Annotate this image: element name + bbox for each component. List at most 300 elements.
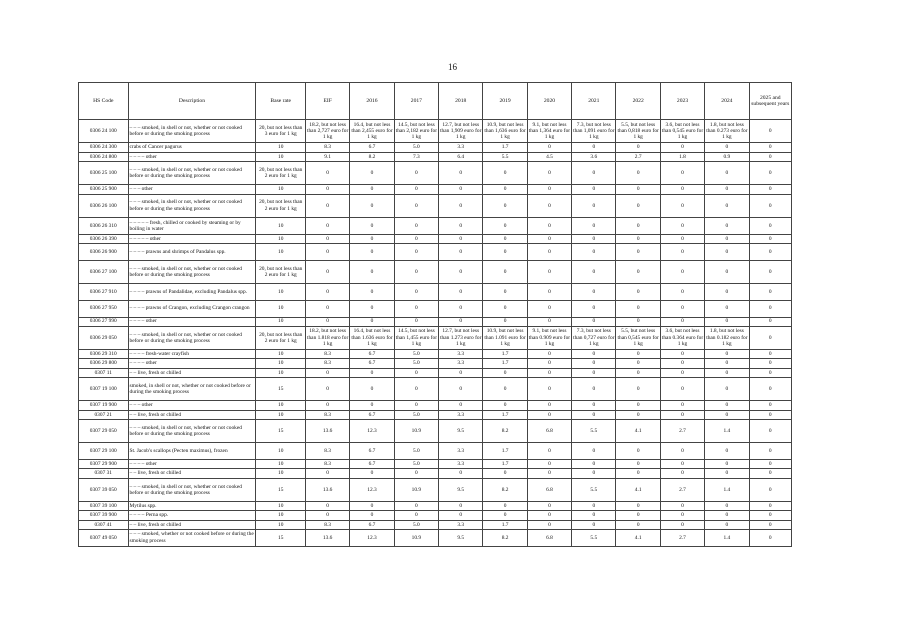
- rate-cell: 8.2: [483, 478, 527, 501]
- rate-cell: 0: [660, 469, 704, 478]
- rate-cell: 0: [350, 502, 394, 511]
- rate-cell: 0: [527, 359, 571, 368]
- rate-cell: 0: [616, 511, 660, 520]
- description-cell: – – – other: [128, 401, 256, 410]
- hs-code-cell: 0307 39 050: [79, 478, 129, 501]
- base-rate-cell: 10: [256, 502, 306, 511]
- rate-cell: 0: [527, 185, 571, 194]
- rate-cell: 0: [572, 300, 616, 317]
- description-cell: St. Jacob's scallops (Pecten maximus), frozen: [128, 443, 256, 460]
- rate-cell: 0: [439, 511, 483, 520]
- rate-cell: 0: [527, 260, 571, 283]
- rate-cell: 0: [350, 300, 394, 317]
- rate-cell: 0: [527, 401, 571, 410]
- rate-cell: 0: [705, 502, 749, 511]
- rate-cell: 0: [616, 520, 660, 529]
- base-rate-cell: 15: [256, 530, 306, 547]
- rate-cell: 0: [660, 368, 704, 377]
- rate-cell: 0: [705, 511, 749, 520]
- hs-code-cell: 0306 26 900: [79, 244, 129, 261]
- rate-cell: 4.1: [616, 478, 660, 501]
- description-cell: – – live, fresh or chilled: [128, 368, 256, 377]
- rate-cell: 0: [483, 284, 527, 301]
- rate-cell: 0: [660, 401, 704, 410]
- rate-cell: 6.7: [350, 410, 394, 419]
- rate-cell: 0: [616, 185, 660, 194]
- hs-code-cell: 0307 19 900: [79, 401, 129, 410]
- rate-cell: 0: [527, 368, 571, 377]
- rate-cell: 0: [483, 218, 527, 235]
- hs-code-cell: 0306 24 300: [79, 143, 129, 152]
- rate-cell: 13.6: [305, 478, 349, 501]
- rate-cell: 0: [572, 368, 616, 377]
- rate-cell: 0: [527, 194, 571, 217]
- rate-cell: 0: [749, 469, 791, 478]
- rate-cell: 0: [572, 244, 616, 261]
- rate-cell: 0: [616, 300, 660, 317]
- rate-cell: 1.8, but not less than 0.182 euro for 1 kg: [705, 326, 749, 349]
- rate-cell: 0: [705, 218, 749, 235]
- description-cell: – – – other: [128, 185, 256, 194]
- table-row: [79, 420, 792, 443]
- rate-cell: 0: [527, 460, 571, 469]
- rate-cell: 0: [350, 185, 394, 194]
- rate-cell: 0: [660, 300, 704, 317]
- rate-cell: 0: [572, 260, 616, 283]
- rate-cell: 9.1, but not less than 0.909 euro for 1 kg: [527, 326, 571, 349]
- rate-cell: 4.5: [527, 152, 571, 161]
- table-row: [79, 378, 792, 401]
- rate-cell: 1.4: [705, 478, 749, 501]
- column-header: 2019: [483, 83, 527, 120]
- description-cell: – – – smoked, in shell or not, whether or not cooked before or during the smoking process: [128, 326, 256, 349]
- rate-cell: 0: [660, 234, 704, 243]
- rate-cell: 10.9: [394, 530, 438, 547]
- table-row: [79, 368, 792, 377]
- rate-cell: 12.3: [350, 478, 394, 501]
- table-row: [79, 401, 792, 410]
- rate-cell: 0: [705, 234, 749, 243]
- rate-cell: 3.3: [439, 520, 483, 529]
- rate-cell: 5.0: [394, 520, 438, 529]
- rate-cell: 1.7: [483, 410, 527, 419]
- rate-cell: 0: [350, 401, 394, 410]
- rate-cell: 0: [572, 401, 616, 410]
- rate-cell: 0: [572, 194, 616, 217]
- description-cell: smoked, in shell or not, whether or not cooked before or during the smoking process: [128, 378, 256, 401]
- rate-cell: 9.1, but not less than 1,364 euro for 1 kg: [527, 120, 571, 143]
- rate-cell: 0: [660, 218, 704, 235]
- column-header: Description: [128, 83, 256, 120]
- hs-code-cell: 0307 39 900: [79, 511, 129, 520]
- rate-cell: 0: [749, 194, 791, 217]
- rate-cell: 0: [439, 368, 483, 377]
- rate-cell: 8.3: [305, 359, 349, 368]
- rate-cell: 0: [305, 378, 349, 401]
- rate-cell: 0: [394, 511, 438, 520]
- rate-cell: 0: [483, 234, 527, 243]
- rate-cell: 0: [350, 218, 394, 235]
- table-header-row: [79, 83, 792, 120]
- rate-cell: 0: [394, 401, 438, 410]
- hs-code-cell: 0306 26 100: [79, 194, 129, 217]
- rate-cell: 0: [616, 460, 660, 469]
- base-rate-cell: 20, but not less than 2 euro for 1 kg: [256, 194, 306, 217]
- rate-cell: 0: [749, 460, 791, 469]
- rate-cell: 0: [616, 401, 660, 410]
- rate-cell: 0: [527, 234, 571, 243]
- column-header: 2022: [616, 83, 660, 120]
- rate-cell: 0: [483, 244, 527, 261]
- rate-cell: 0: [616, 502, 660, 511]
- rate-cell: 0: [749, 326, 791, 349]
- rate-cell: 0: [394, 378, 438, 401]
- hs-code-cell: 0306 29 050: [79, 326, 129, 349]
- rate-cell: 0: [394, 185, 438, 194]
- column-header: 2024: [705, 83, 749, 120]
- rate-cell: 4.1: [616, 420, 660, 443]
- rate-cell: 0: [439, 469, 483, 478]
- rate-cell: 0: [616, 218, 660, 235]
- column-header: 2021: [572, 83, 616, 120]
- rate-cell: 12.3: [350, 420, 394, 443]
- rate-cell: 0: [527, 284, 571, 301]
- rate-cell: 0: [305, 234, 349, 243]
- hs-code-cell: 0307 41: [79, 520, 129, 529]
- rate-cell: 0: [616, 194, 660, 217]
- rate-cell: 1.4: [705, 530, 749, 547]
- rate-cell: 0: [660, 194, 704, 217]
- base-rate-cell: 20, but not less than 2 euro for 1 kg: [256, 161, 306, 184]
- rate-cell: 0: [705, 368, 749, 377]
- table-row: [79, 478, 792, 501]
- rate-cell: 0: [527, 443, 571, 460]
- description-cell: – – – – – other: [128, 234, 256, 243]
- rate-cell: 0: [394, 244, 438, 261]
- rate-cell: 0: [749, 244, 791, 261]
- rate-cell: 0: [527, 469, 571, 478]
- rate-cell: 0: [705, 284, 749, 301]
- rate-cell: 0: [572, 359, 616, 368]
- base-rate-cell: 10: [256, 218, 306, 235]
- hs-code-cell: 0306 26 310: [79, 218, 129, 235]
- table-row: [79, 520, 792, 529]
- rate-cell: 0: [350, 317, 394, 326]
- rate-cell: 0: [749, 410, 791, 419]
- rate-cell: 9.5: [439, 530, 483, 547]
- table-row: [79, 511, 792, 520]
- rate-cell: 0: [527, 511, 571, 520]
- rate-cell: 0: [394, 317, 438, 326]
- base-rate-cell: 10: [256, 152, 306, 161]
- table-row: [79, 120, 792, 143]
- rate-cell: 0: [439, 234, 483, 243]
- description-cell: – – – smoked, in shell or not, whether or not cooked before or during the smoking process: [128, 420, 256, 443]
- rate-cell: 2.7: [660, 478, 704, 501]
- rate-cell: 5.0: [394, 350, 438, 359]
- description-cell: – – – smoked, in shell or not, whether or not cooked before or during the smoking process: [128, 161, 256, 184]
- rate-cell: 0: [616, 260, 660, 283]
- rate-cell: 0: [705, 443, 749, 460]
- table-row: [79, 152, 792, 161]
- rate-cell: 0: [749, 368, 791, 377]
- rate-cell: 0: [660, 520, 704, 529]
- rate-cell: 8.3: [305, 443, 349, 460]
- base-rate-cell: 10: [256, 185, 306, 194]
- rate-cell: 0: [572, 410, 616, 419]
- rate-cell: 8.3: [305, 460, 349, 469]
- description-cell: – – – – other: [128, 152, 256, 161]
- rate-cell: 0: [616, 469, 660, 478]
- hs-code-cell: 0306 24 800: [79, 152, 129, 161]
- rate-cell: 0: [305, 317, 349, 326]
- rate-cell: 1.8, but not less than 0.273 euro for 1 kg: [705, 120, 749, 143]
- rate-cell: 0: [439, 244, 483, 261]
- rate-cell: 0: [483, 260, 527, 283]
- table-row: [79, 284, 792, 301]
- description-cell: – – – smoked, in shell or not, whether or not cooked before or during the smoking process: [128, 478, 256, 501]
- rate-cell: 0: [305, 368, 349, 377]
- rate-cell: 18.2, but not less than 2,727 euro for 1 kg: [305, 120, 349, 143]
- description-cell: – – – – – fresh, chilled or cooked by steaming or by boiling in water: [128, 218, 256, 235]
- rate-cell: 0: [749, 120, 791, 143]
- rate-cell: 3.3: [439, 359, 483, 368]
- table-body: [79, 120, 792, 547]
- description-cell: – – – smoked, in shell or not, whether or not cooked before or during the smoking process: [128, 120, 256, 143]
- rate-cell: 0: [483, 378, 527, 401]
- rate-cell: 0: [439, 185, 483, 194]
- rate-cell: 0: [572, 469, 616, 478]
- rate-cell: 0: [394, 469, 438, 478]
- table-row: [79, 185, 792, 194]
- rate-cell: 0: [572, 284, 616, 301]
- rate-cell: 0: [572, 460, 616, 469]
- rate-cell: 0: [394, 234, 438, 243]
- page-number: 16: [448, 62, 457, 72]
- table-row: [79, 317, 792, 326]
- base-rate-cell: 10: [256, 143, 306, 152]
- hs-code-cell: 0306 29 310: [79, 350, 129, 359]
- rate-cell: 0: [705, 317, 749, 326]
- rate-cell: 0: [305, 185, 349, 194]
- rate-cell: 0: [394, 260, 438, 283]
- table-row: [79, 244, 792, 261]
- rate-cell: 0: [527, 244, 571, 261]
- description-cell: – – – – prawns and shrimps of Pandalus spp.: [128, 244, 256, 261]
- rate-cell: 0: [439, 378, 483, 401]
- rate-cell: 6.7: [350, 350, 394, 359]
- rate-cell: 0: [616, 143, 660, 152]
- rate-cell: 0: [394, 161, 438, 184]
- rate-cell: 9.1: [305, 152, 349, 161]
- table-row: [79, 143, 792, 152]
- rate-cell: 0: [616, 368, 660, 377]
- rate-cell: 0: [439, 317, 483, 326]
- description-cell: – – – smoked, whether or not cooked before or during the smoking process: [128, 530, 256, 547]
- rate-cell: 0: [749, 234, 791, 243]
- rate-cell: 0: [660, 185, 704, 194]
- rate-cell: 0: [660, 244, 704, 261]
- rate-cell: 0: [527, 378, 571, 401]
- rate-cell: 0: [749, 300, 791, 317]
- rate-cell: 6.8: [527, 530, 571, 547]
- rate-cell: 0: [483, 502, 527, 511]
- rate-cell: 13.6: [305, 420, 349, 443]
- table-row: [79, 460, 792, 469]
- rate-cell: 4.1: [616, 530, 660, 547]
- hs-code-cell: 0306 26 390: [79, 234, 129, 243]
- rate-cell: 5.5: [572, 478, 616, 501]
- column-header: 2023: [660, 83, 704, 120]
- rate-cell: 0.9: [705, 152, 749, 161]
- rate-cell: 0: [439, 194, 483, 217]
- rate-cell: 0: [350, 260, 394, 283]
- rate-cell: 5.5, but not less than 0,818 euro for 1 kg: [616, 120, 660, 143]
- rate-cell: 0: [483, 469, 527, 478]
- rate-cell: 0: [439, 284, 483, 301]
- base-rate-cell: 10: [256, 317, 306, 326]
- rate-cell: 0: [705, 520, 749, 529]
- rate-cell: 0: [749, 378, 791, 401]
- rate-cell: 0: [749, 218, 791, 235]
- rate-cell: 0: [527, 161, 571, 184]
- rate-cell: 18.2, but not less than 1.818 euro for 1 kg: [305, 326, 349, 349]
- rate-cell: 8.3: [305, 350, 349, 359]
- table-row: [79, 194, 792, 217]
- rate-cell: 0: [350, 234, 394, 243]
- rate-cell: 3.3: [439, 143, 483, 152]
- rate-cell: 0: [572, 350, 616, 359]
- rate-cell: 8.2: [483, 420, 527, 443]
- rate-cell: 0: [350, 194, 394, 217]
- rate-cell: 0: [749, 161, 791, 184]
- rate-cell: 0: [572, 502, 616, 511]
- rate-cell: 2.7: [616, 152, 660, 161]
- rate-cell: 0: [350, 469, 394, 478]
- rate-cell: 6.7: [350, 359, 394, 368]
- rate-cell: 7.3, but not less than 0,727 euro for 1 kg: [572, 326, 616, 349]
- rate-cell: 5.0: [394, 359, 438, 368]
- table-row: [79, 218, 792, 235]
- hs-code-cell: 0306 27 990: [79, 317, 129, 326]
- rate-cell: 2.7: [660, 420, 704, 443]
- rate-cell: 0: [749, 530, 791, 547]
- rate-cell: 0: [572, 520, 616, 529]
- description-cell: – – – – other: [128, 317, 256, 326]
- hs-code-cell: 0306 29 800: [79, 359, 129, 368]
- table-row: [79, 530, 792, 547]
- table-row: [79, 410, 792, 419]
- rate-cell: 0: [439, 401, 483, 410]
- table-row: [79, 443, 792, 460]
- column-header: 2017: [394, 83, 438, 120]
- rate-cell: 0: [616, 410, 660, 419]
- rate-cell: 6.7: [350, 443, 394, 460]
- rate-cell: 0: [572, 317, 616, 326]
- rate-cell: 0: [749, 152, 791, 161]
- description-cell: – – live, fresh or chilled: [128, 410, 256, 419]
- description-cell: – – – smoked, in shell or not, whether or not cooked before or during the smoking process: [128, 260, 256, 283]
- rate-cell: 0: [660, 502, 704, 511]
- rate-cell: 14.5, but not less than 1,455 euro for 1 kg: [394, 326, 438, 349]
- rate-cell: 13.6: [305, 530, 349, 547]
- hs-code-cell: 0307 31: [79, 469, 129, 478]
- rate-cell: 16.4, but not less than 2,455 euro for 1 kg: [350, 120, 394, 143]
- rate-cell: 0: [305, 284, 349, 301]
- rate-cell: 0: [483, 161, 527, 184]
- rate-cell: 0: [749, 359, 791, 368]
- rate-cell: 1.7: [483, 520, 527, 529]
- rate-cell: 0: [616, 284, 660, 301]
- hs-code-cell: 0307 11: [79, 368, 129, 377]
- rate-cell: 0: [616, 244, 660, 261]
- rate-cell: 0: [572, 185, 616, 194]
- rate-cell: 0: [705, 143, 749, 152]
- rate-cell: 3.3: [439, 443, 483, 460]
- rate-cell: 0: [705, 350, 749, 359]
- rate-cell: 0: [660, 284, 704, 301]
- rate-cell: 5.0: [394, 443, 438, 460]
- base-rate-cell: 10: [256, 443, 306, 460]
- rate-cell: 8.2: [350, 152, 394, 161]
- rate-cell: 0: [572, 143, 616, 152]
- rate-cell: 0: [616, 378, 660, 401]
- rate-cell: 8.2: [483, 530, 527, 547]
- rate-cell: 0: [350, 511, 394, 520]
- rate-cell: 0: [660, 143, 704, 152]
- rate-cell: 5.0: [394, 143, 438, 152]
- tariff-table: [78, 82, 792, 547]
- rate-cell: 0: [616, 443, 660, 460]
- rate-cell: 1.7: [483, 443, 527, 460]
- table-row: [79, 260, 792, 283]
- description-cell: – – – – prawns of Crangon, excluding Crangon crangon: [128, 300, 256, 317]
- description-cell: – – – smoked, in shell or not, whether or not cooked before or during the smoking process: [128, 194, 256, 217]
- hs-code-cell: 0306 25 100: [79, 161, 129, 184]
- rate-cell: 0: [527, 218, 571, 235]
- rate-cell: 8.3: [305, 143, 349, 152]
- rate-cell: 3.6, but not less than 0.364 euro for 1 kg: [660, 326, 704, 349]
- rate-cell: 0: [527, 143, 571, 152]
- base-rate-cell: 10: [256, 511, 306, 520]
- hs-code-cell: 0307 19 100: [79, 378, 129, 401]
- rate-cell: 0: [616, 317, 660, 326]
- rate-cell: 12.3: [350, 530, 394, 547]
- rate-cell: 1.4: [705, 420, 749, 443]
- table-row: [79, 350, 792, 359]
- rate-cell: 0: [439, 300, 483, 317]
- rate-cell: 1.7: [483, 350, 527, 359]
- rate-cell: 10.9, but not less than 1,636 euro for 1 kg: [483, 120, 527, 143]
- table-row: [79, 326, 792, 349]
- rate-cell: 0: [350, 368, 394, 377]
- rate-cell: 0: [394, 194, 438, 217]
- base-rate-cell: 20, but not less than 3 euro for 1 kg: [256, 120, 306, 143]
- rate-cell: 0: [749, 350, 791, 359]
- rate-cell: 0: [749, 317, 791, 326]
- rate-cell: 0: [394, 284, 438, 301]
- rate-cell: 9.5: [439, 478, 483, 501]
- description-cell: – – live, fresh or chilled: [128, 520, 256, 529]
- rate-cell: 3.3: [439, 350, 483, 359]
- base-rate-cell: 10: [256, 460, 306, 469]
- rate-cell: 0: [660, 260, 704, 283]
- rate-cell: 0: [483, 317, 527, 326]
- rate-cell: 0: [305, 260, 349, 283]
- hs-code-cell: 0307 29 050: [79, 420, 129, 443]
- rate-cell: 6.7: [350, 143, 394, 152]
- hs-code-cell: 0306 27 950: [79, 300, 129, 317]
